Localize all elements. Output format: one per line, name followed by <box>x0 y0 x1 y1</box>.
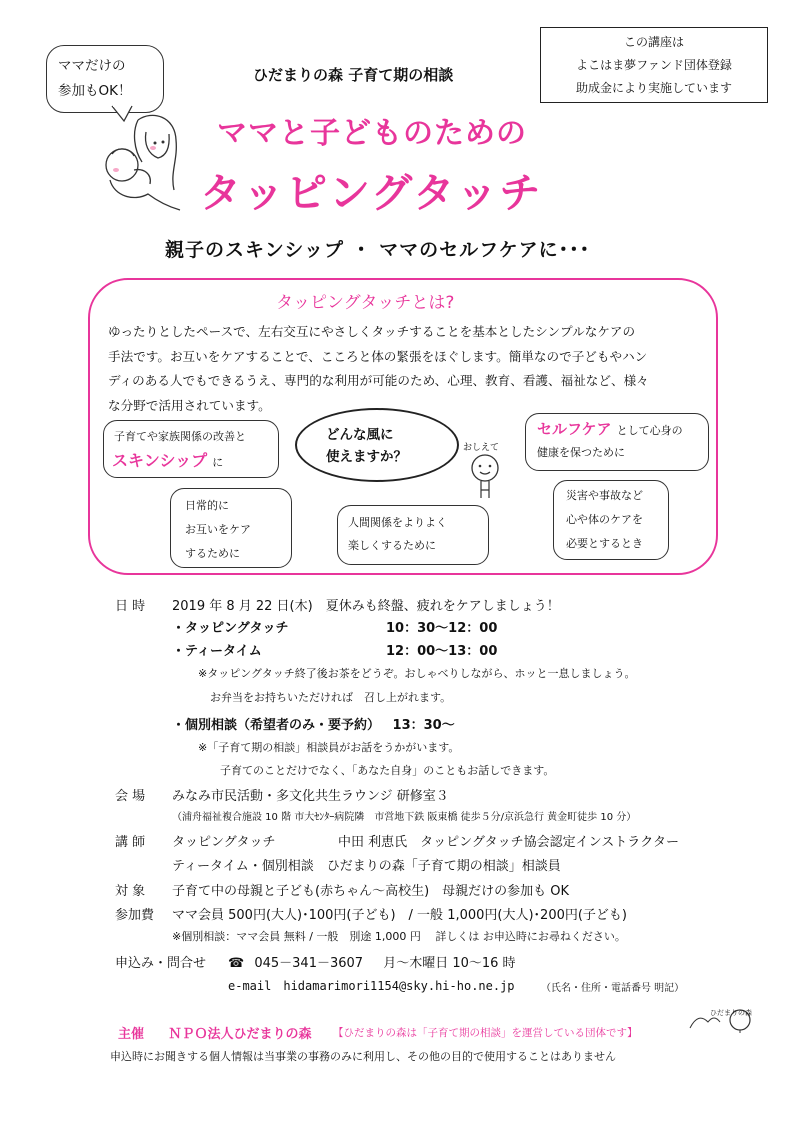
tea-label: ・ティータイム <box>172 644 262 659</box>
corner-bubble-line2: 参加もOK！ <box>58 83 132 99</box>
badge-line2: よこはま夢ファンド団体登録 <box>576 58 732 72</box>
phone-icon: ☎ <box>228 956 245 971</box>
question-line2: 使えますか？ <box>326 449 407 465</box>
apply-label: 申込み・問合せ <box>115 956 207 971</box>
office-hours: 月～木曜日 10～16 時 <box>383 956 516 971</box>
instructor-name: 中田 利恵氏 タッピングタッチ協会認定インストラクター <box>338 835 679 850</box>
tagline: 親子のスキンシップ ・ ママのセルフケアに･･･ <box>165 239 591 261</box>
consult-label: ・個別相談（希望者のみ・要予約） <box>172 718 381 733</box>
event-subtitle: ひだまりの森 子育て期の相談 <box>253 66 454 84</box>
mascot-label: おしえて <box>463 443 500 453</box>
bubble5-line2: 心や体のケアを <box>566 513 643 526</box>
title-line2: タッピングタッチ <box>200 169 543 217</box>
instructor-line2: ティータイム・個別相談 ひだまりの森「子育て期の相談」相談員 <box>172 859 561 874</box>
corner-bubble-text <box>58 54 131 104</box>
bubble3-line2: お互いをケア <box>185 523 251 536</box>
consult-row <box>172 714 455 733</box>
about-title: タッピングタッチとは? <box>276 293 455 313</box>
tapping-label: ・タッピングタッチ <box>172 621 289 636</box>
date-label: 日 時 <box>115 599 146 614</box>
phone-row <box>228 952 516 971</box>
about-line: ゆったりとしたペースで、左右交互にやさしくタッチすることを基本としたシンプルなケアの <box>108 324 636 339</box>
fee-note: ※個別相談：ママ会員 無料 / 一般 別途 1,000 円 詳しくは お申込時にお尋ねください。 <box>172 930 626 943</box>
instructor-tapping: タッピングタッチ <box>172 835 276 850</box>
bubble3-text <box>185 494 251 566</box>
bubble3-line1: 日常的に <box>185 499 229 512</box>
mascot-icon <box>463 452 507 502</box>
bubble5-line3: 必要とするとき <box>566 537 643 550</box>
instructor-label: 講 師 <box>115 835 146 850</box>
bubble1-post: に <box>212 456 224 469</box>
bubble2-row1 <box>537 418 683 439</box>
bubble1-highlight: スキンシップ <box>112 451 208 470</box>
bubble2-post: として心身の <box>616 424 683 437</box>
host-name: ＮＰＯ法人ひだまりの森 <box>168 1027 312 1042</box>
corner-bubble-line1: ママだけの <box>58 58 126 74</box>
venue-note: （浦舟福祉複合施設 10 階 市大ｾﾝﾀｰ病院隣 市営地下鉄 阪東橋 徒歩５分/京浜急行 黄金町徒歩 10 分） <box>172 812 637 823</box>
host-label: 主催 <box>118 1027 145 1042</box>
bubble4-line1: 人間関係をよりよく <box>348 516 447 529</box>
tea-note2: お弁当をお持ちいただければ 召し上がれます。 <box>210 691 452 704</box>
bubble2-line2: 健康を保つために <box>537 446 625 459</box>
about-line: 手法です。お互いをケアすることで、こころと体の緊張をほぐします。簡単なので子どもやハン <box>108 348 648 364</box>
phone-number: 045－341－3607 <box>254 956 364 971</box>
badge-line1: この講座は <box>623 35 684 49</box>
bubble5-line1: 災害や事故など <box>566 489 643 502</box>
fee-value: ママ会員 500円(大人)･100円(子ども) / 一般 1,000円(大人)･200円(子ども) <box>172 908 628 923</box>
bubble1-highlight-row <box>112 448 223 471</box>
bubble5-text <box>566 484 643 556</box>
logo-text: ひだまりの森 <box>710 1009 752 1017</box>
venue-value: みなみ市民活動・多文化共生ラウンジ 研修室３ <box>172 789 449 804</box>
bubble4-text <box>348 511 447 557</box>
mother-child-illustration <box>100 110 195 215</box>
bubble3-line3: するために <box>185 547 240 560</box>
consult-note1: ※「子育て期の相談」相談員がお話をうかがいます。 <box>198 741 460 754</box>
tea-time: 12：00～13：00 <box>386 644 498 659</box>
target-value: 子育て中の母親と子ども(赤ちゃん～高校生) 母親だけの参加も OK <box>172 884 570 899</box>
venue-label: 会 場 <box>115 789 146 804</box>
consult-time: 13：30～ <box>392 718 455 733</box>
badge-line3: 助成金により実施しています <box>575 81 732 95</box>
date-value: 2019 年 8 月 22 日(木) 夏休みも終盤、疲れをケアしましょう！ <box>172 599 560 614</box>
bubble2-highlight: セルフケア <box>537 420 612 438</box>
tapping-time: 10：30～12：00 <box>386 621 498 636</box>
question-line1: どんな風に <box>326 427 394 443</box>
question-text <box>326 424 407 468</box>
consult-note2: 子育てのことだけでなく、「あなた自身」のこともお話しできます。 <box>220 764 555 777</box>
email-address: e-mail hidamarimori1154@sky.hi-ho.ne.jp <box>228 979 515 993</box>
organization-logo <box>686 1004 754 1034</box>
grant-badge <box>540 27 768 103</box>
bubble1-text: 子育てや家族関係の改善と <box>114 430 246 443</box>
about-line: な分野で活用されています。 <box>108 397 271 413</box>
title-line1: ママと子どものための <box>217 116 527 151</box>
host-row <box>118 1023 312 1042</box>
host-description: 【ひだまりの森は「子育て期の相談」を運営している団体です】 <box>333 1027 638 1039</box>
email-note: （氏名・住所・電話番号 明記） <box>541 983 685 994</box>
privacy-note: 申込時にお聞きする個人情報は当事業の事務のみに利用し、その他の目的で使用することはありません <box>110 1050 616 1063</box>
bubble4-line2: 楽しくするために <box>348 539 436 552</box>
fee-label: 参加費 <box>115 908 155 923</box>
target-label: 対 象 <box>115 884 146 899</box>
tea-note1: ※タッピングタッチ終了後お茶をどうぞ。おしゃべりしながら、ホッと一息しましょう。 <box>198 667 636 680</box>
about-description <box>108 320 708 418</box>
about-line: ディのある人でもできるうえ、専門的な利用が可能のため、心理、教育、看護、福祉など、様々 <box>108 373 649 388</box>
